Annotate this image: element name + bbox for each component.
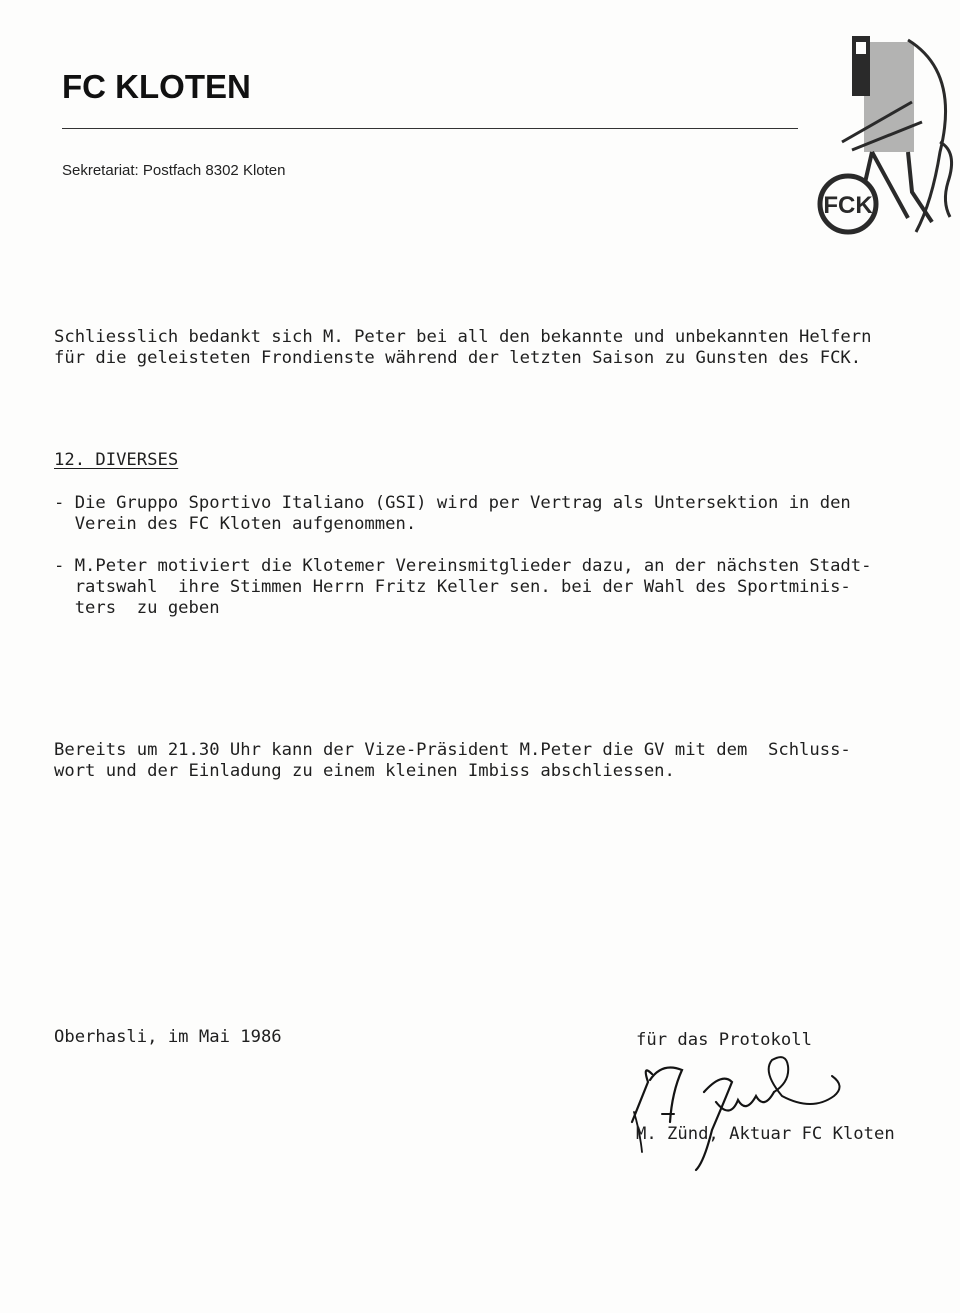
signatory-line: M. Zünd, Aktuar FC Kloten bbox=[636, 1124, 895, 1144]
intro-line-2: für die geleisteten Frondienste während der letzten Saison zu Gunsten des FCK. bbox=[54, 348, 862, 368]
letterhead-divider bbox=[62, 128, 798, 129]
club-crest-logo bbox=[812, 32, 960, 242]
place-and-date: Oberhasli, im Mai 1986 bbox=[54, 1027, 282, 1047]
letterhead-title: FC KLOTEN bbox=[62, 68, 251, 105]
closing-line-1: Bereits um 21.30 Uhr kann der Vize-Präsident M.Peter die GV mit dem Schluss- bbox=[54, 740, 851, 760]
handwritten-signature bbox=[612, 1052, 852, 1182]
section-heading: 12. DIVERSES bbox=[54, 450, 179, 470]
item-2-line-3: ters zu geben bbox=[54, 598, 220, 618]
item-2-line-2: ratswahl ihre Stimmen Herrn Fritz Keller sen. bei der Wahl des Sportminis- bbox=[54, 577, 851, 597]
protocol-label: für das Protokoll bbox=[636, 1030, 812, 1050]
item-1-line-1: - Die Gruppo Sportivo Italiano (GSI) wird per Vertrag als Untersektion in den bbox=[54, 493, 851, 513]
closing-line-2: wort und der Einladung zu einem kleinen Imbiss abschliessen. bbox=[54, 761, 675, 781]
crest-tail bbox=[940, 142, 952, 217]
item-2-line-1: - M.Peter motiviert die Klotemer Vereinsmitglieder dazu, an der nächsten Stadt- bbox=[54, 556, 872, 576]
item-1-line-2: Verein des FC Kloten aufgenommen. bbox=[54, 514, 417, 534]
crest-window bbox=[856, 42, 866, 54]
secretariat-address: Sekretariat: Postfach 8302 Kloten bbox=[62, 162, 286, 179]
intro-line-1: Schliesslich bedankt sich M. Peter bei all den bekannte und unbekannten Helfern bbox=[54, 327, 872, 347]
crest-fck-text: FCK bbox=[823, 192, 873, 219]
